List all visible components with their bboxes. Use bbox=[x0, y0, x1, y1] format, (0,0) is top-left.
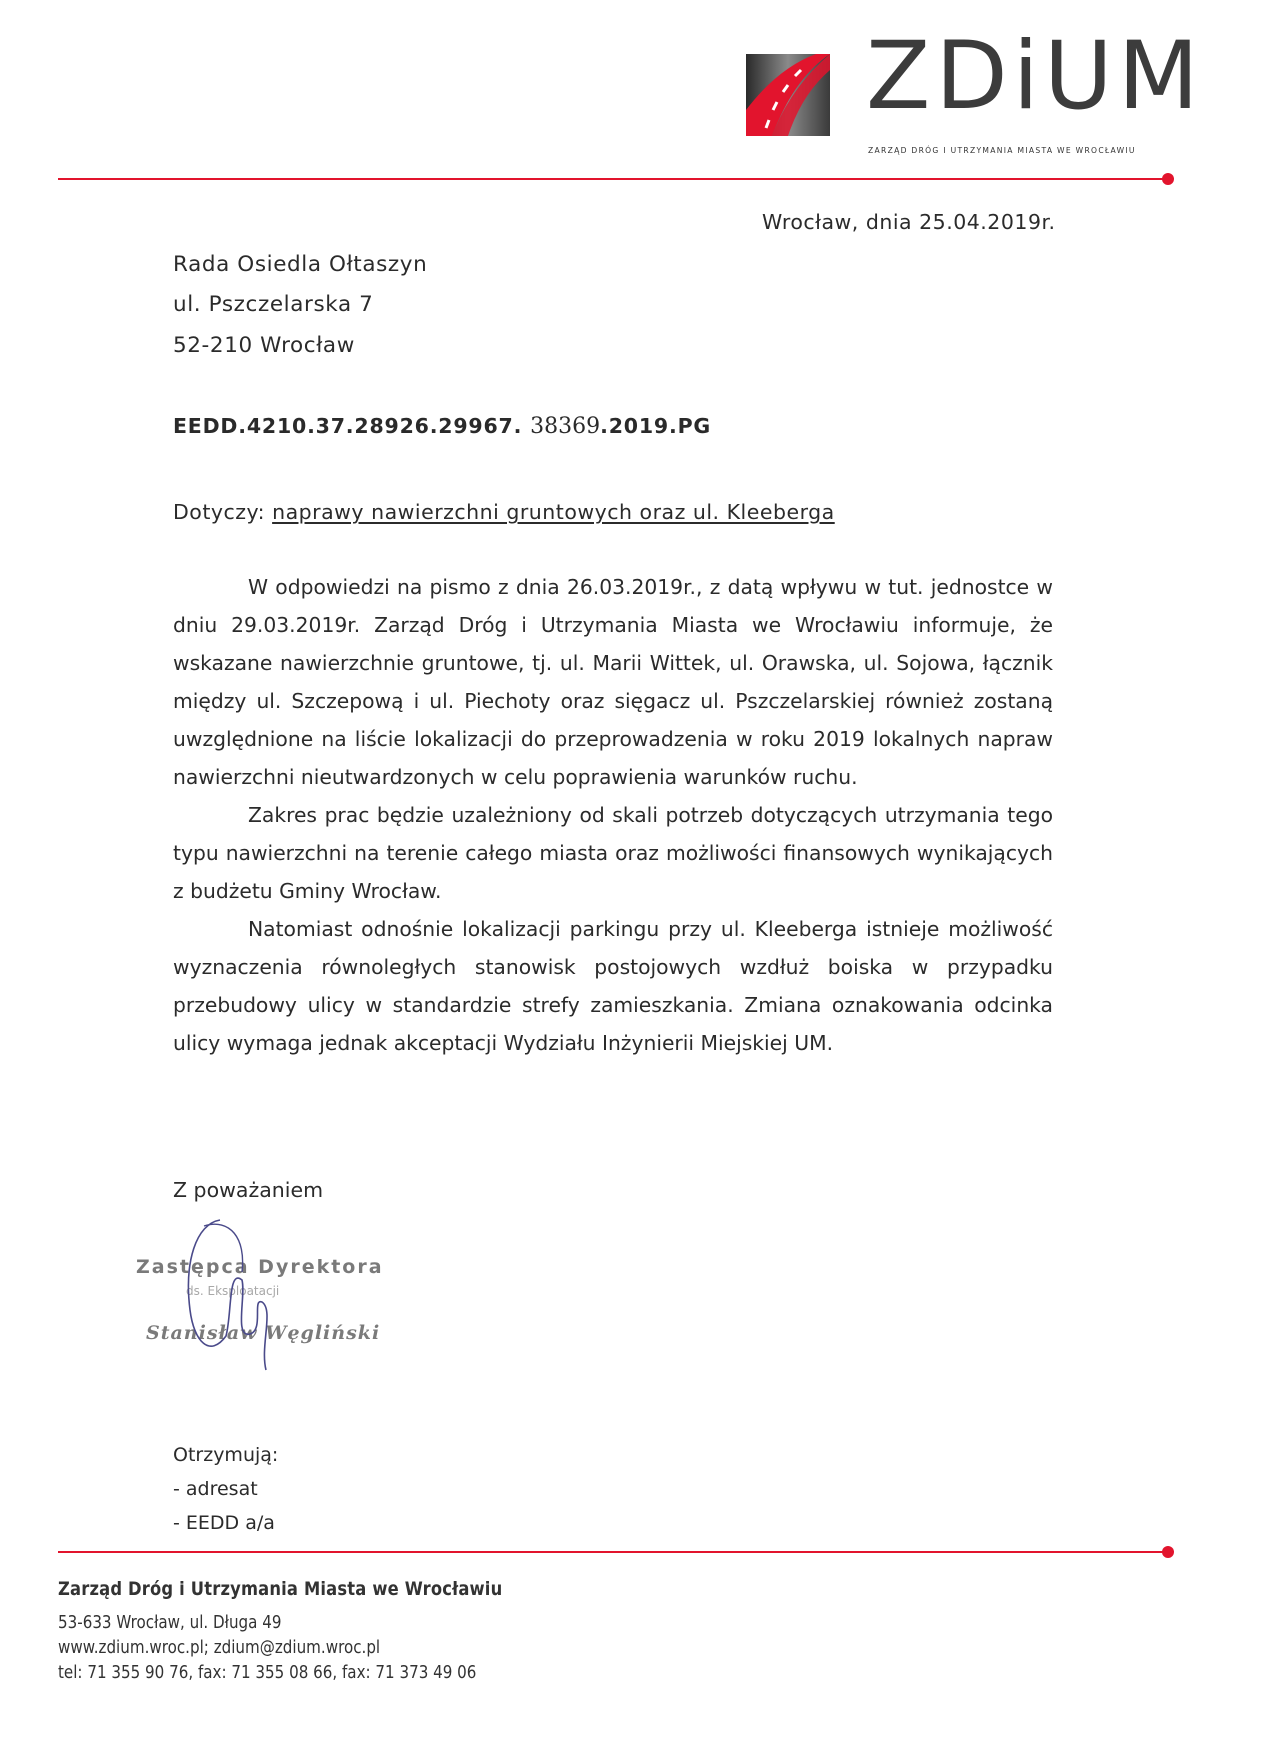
footer-divider bbox=[58, 1551, 1168, 1553]
footer-phones: tel: 71 355 90 76, fax: 71 355 08 66, fax: 71 373 49 06 bbox=[58, 1662, 477, 1683]
reference-number bbox=[173, 414, 711, 439]
handwritten-signature-icon bbox=[134, 1218, 374, 1378]
recipients-label: Otrzymują: bbox=[173, 1444, 279, 1466]
subject-line bbox=[173, 500, 835, 524]
closing-salutation: Z poważaniem bbox=[173, 1178, 324, 1202]
recipient-city: 52-210 Wrocław bbox=[173, 333, 355, 358]
subject-label: Dotyczy: bbox=[173, 500, 266, 524]
logo-wordmark bbox=[866, 22, 1204, 131]
footer-org-name: Zarząd Dróg i Utrzymania Miasta we Wrocławiu bbox=[58, 1578, 503, 1600]
reference-prefix: EEDD.4210.37.28926.29967. bbox=[173, 414, 523, 438]
letter-body bbox=[173, 568, 1053, 1062]
stamp-title: Zastępca Dyrektora bbox=[136, 1256, 384, 1278]
logo-wordmark-text: ZDiUM bbox=[866, 22, 1204, 131]
signature-stamp bbox=[134, 1218, 384, 1378]
recipient-item: - adresat bbox=[173, 1478, 258, 1500]
footer-web: www.zdium.wroc.pl; zdium@zdium.wroc.pl bbox=[58, 1637, 381, 1658]
zdium-logo-icon bbox=[738, 48, 834, 140]
reference-handwritten-number: 38369 bbox=[530, 414, 601, 439]
footer-address: 53-633 Wrocław, ul. Długa 49 bbox=[58, 1612, 282, 1633]
body-paragraph: Zakres prac będzie uzależniony od skali potrzeb dotyczących utrzymania tego typu nawierzchni na terenie całego miasta oraz możliwości finansowych wynikających z budżetu Gminy Wrocław. bbox=[173, 803, 1053, 903]
reference-suffix: .2019.PG bbox=[600, 414, 712, 438]
stamp-name: Stanisław Węgliński bbox=[146, 1322, 381, 1344]
header-divider bbox=[58, 178, 1168, 180]
body-paragraph: Natomiast odnośnie lokalizacji parkingu przy ul. Kleeberga istnieje możliwość wyznaczenia równoległych stanowisk postojowych wzdłuż boiska w przypadku przebudowy ulicy w standardzie strefy zamieszkania. Zmiana oznakowania odcinka ulicy wymaga jednak akceptacji Wydziału Inżynierii Miejskiej UM. bbox=[173, 917, 1053, 1055]
recipient-street: ul. Pszczelarska 7 bbox=[173, 292, 374, 317]
stamp-department: ds. Eksploatacji bbox=[186, 1284, 280, 1298]
recipient-item: - EEDD a/a bbox=[173, 1512, 275, 1534]
recipient-name: Rada Osiedla Ołtaszyn bbox=[173, 252, 428, 277]
letter-date: Wrocław, dnia 25.04.2019r. bbox=[762, 210, 1056, 234]
subject-text: naprawy nawierzchni gruntowych oraz ul. Kleeberga bbox=[272, 500, 835, 524]
logo-subtitle: ZARZĄD DRÓG I UTRZYMANIA MIASTA WE WROCŁAWIU bbox=[868, 146, 1136, 155]
body-paragraph: W odpowiedzi na pismo z dnia 26.03.2019r., z datą wpływu w tut. jednostce w dniu 29.03.2019r. Zarząd Dróg i Utrzymania Miasta we Wrocławiu informuje, że wskazane nawierzchnie gruntowe, tj. ul. Marii Wittek, ul. Orawska, ul. Sojowa, łącznik między ul. Szczepową i ul. Piechoty oraz sięgacz ul. Pszczelarskiej również zostaną uwzględnione na liście lokalizacji do przeprowadzenia w roku 2019 lokalnych napraw nawierzchni nieutwardzonych w celu poprawienia warunków ruchu. bbox=[173, 575, 1053, 789]
